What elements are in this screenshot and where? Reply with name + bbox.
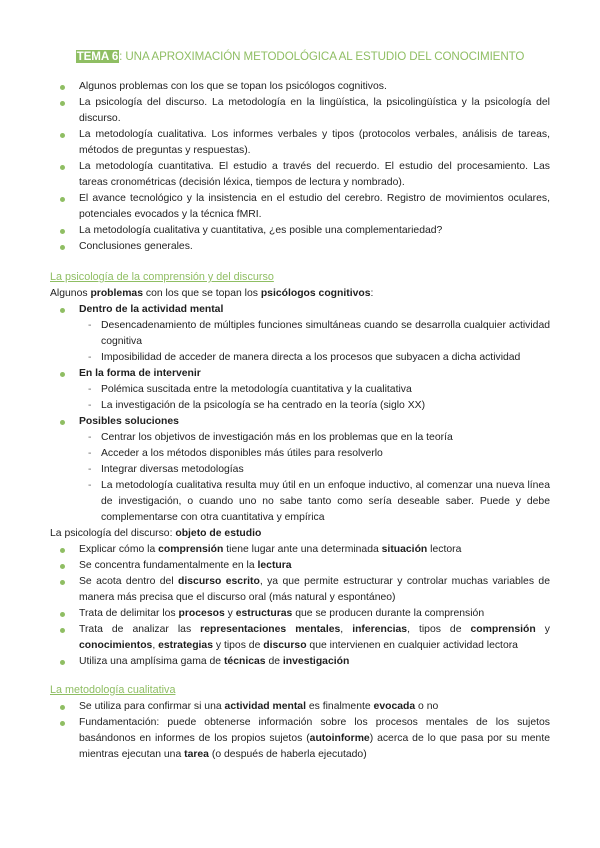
bold-text: comprensión [158, 544, 224, 555]
subitem-list [50, 318, 550, 366]
sub-item: - Acceder a los métodos disponibles más útiles para resolverlo [50, 446, 550, 462]
toc-item: Algunos problemas con los que se topan los psicólogos cognitivos. [50, 79, 550, 95]
text: Se concentra fundamentalmente en la [79, 560, 258, 571]
list-item [50, 558, 550, 574]
text: es finalmente [305, 701, 374, 712]
text: Algunos [50, 288, 91, 299]
group-label: Posibles soluciones [79, 416, 179, 427]
document-page [50, 48, 550, 763]
bold-text: técnicas [223, 656, 266, 667]
text: que se producen durante la comprensión [292, 608, 485, 619]
bold-text: evocada [373, 701, 416, 712]
text: , ya que permite estructurar y controlar muchas variables de manera más precisa que el discurso oral (más natural y espontáneo) [79, 576, 550, 603]
text: , [152, 640, 159, 651]
text: (o después de haberla ejecutado) [208, 749, 367, 760]
toc-item: La metodología cuantitativa. El estudio a través del recuerdo. El estudio del procesamiento. Las tareas cronométricas (decisión léxica, tiempos de lectura y nombrado). [50, 159, 550, 191]
list-item [50, 542, 550, 558]
bold-text: estructuras [235, 608, 293, 619]
problems-list [50, 366, 550, 382]
list-item [50, 654, 550, 670]
subitem-list [50, 430, 550, 526]
list-item [50, 574, 550, 606]
text: que intervienen en cualquier actividad lectora [306, 640, 518, 651]
problem-group [50, 366, 550, 382]
title-highlight: TEMA 6 [76, 50, 119, 63]
text: Trata de analizar las [79, 624, 201, 635]
bold-text: tarea [184, 749, 209, 760]
sub-item: - Polémica suscitada entre la metodología cuantitativa y la cualitativa [50, 382, 550, 398]
bold-text: problemas [90, 288, 143, 299]
bold-text: actividad mental [224, 701, 306, 712]
toc-item: La psicología del discurso. La metodología en la lingüística, la psicolingüística y la psicología del discurso. [50, 95, 550, 127]
problems-list [50, 302, 550, 318]
sub-item: - La metodología cualitativa resulta muy útil en un enfoque inductivo, al comenzar una nueva línea de investigación, o cuando uno no sabe tanto como sería deseable saber. Puede y debe complementarse con otra cuantitativa y empírica [50, 478, 550, 526]
text: y [224, 608, 236, 619]
text: Explicar cómo la [79, 544, 159, 555]
list-item [50, 606, 550, 622]
bold-text: investigación [282, 656, 350, 667]
group-label: En la forma de intervenir [79, 368, 201, 379]
bold-text: discurso escrito [178, 576, 260, 587]
text: , tipos de [407, 624, 471, 635]
qualitative-list [50, 699, 550, 763]
bold-text: objeto de estudio [175, 528, 262, 539]
sub-item: - Imposibilidad de acceder de manera directa a los procesos que subyacen a dicha actividad [50, 350, 550, 366]
text: , [340, 624, 353, 635]
text: Fundamentación: puede obtenerse información sobre los procesos mentales de los sujetos basándonos en informes de los propios sujetos ( [79, 717, 550, 744]
subitem-list [50, 382, 550, 414]
bold-text: discurso [263, 640, 307, 651]
section-heading-comprension: La psicología de la comprensión y del discurso [50, 271, 274, 283]
section-heading-cualitativa: La metodología cualitativa [50, 684, 176, 696]
toc-item: El avance tecnológico y la insistencia en el estudio del cerebro. Registro de movimientos oculares, potenciales evocados y la técnica fMRI. [50, 191, 550, 223]
bold-text: autoinforme [309, 733, 370, 744]
list-item [50, 715, 550, 763]
problems-list [50, 414, 550, 430]
text: Se utiliza para confirmar si una [79, 701, 225, 712]
table-of-contents [50, 79, 550, 255]
discourse-object-line [50, 526, 550, 542]
discourse-object-list [50, 542, 550, 670]
bold-text: conocimientos [79, 640, 153, 651]
toc-item: La metodología cualitativa y cuantitativa, ¿es posible una complementariedad? [50, 223, 550, 239]
document-title [50, 48, 550, 66]
text: o no [415, 701, 439, 712]
text: lectora [427, 544, 462, 555]
list-item [50, 699, 550, 715]
title-text: : UNA APROXIMACIÓN METODOLÓGICA AL ESTUDIO DEL CONOCIMIENTO [119, 50, 525, 63]
problem-group [50, 302, 550, 318]
bold-text: psicólogos cognitivos [260, 288, 371, 299]
bold-text: situación [381, 544, 428, 555]
text: con los que se topan los [142, 288, 261, 299]
list-item [50, 622, 550, 654]
sub-item: - Centrar los objetivos de investigación más en los problemas que en la teoría [50, 430, 550, 446]
toc-item: Conclusiones generales. [50, 239, 550, 255]
problems-intro [50, 286, 550, 302]
bold-text: inferencias [352, 624, 408, 635]
sub-item: - La investigación de la psicología se ha centrado en la teoría (siglo XX) [50, 398, 550, 414]
bold-text: representaciones mentales [200, 624, 341, 635]
text: La psicología del discurso: [50, 528, 176, 539]
group-label: Dentro de la actividad mental [79, 304, 224, 315]
text: y tipos de [212, 640, 264, 651]
text: Trata de delimitar los [79, 608, 179, 619]
problem-group [50, 414, 550, 430]
bold-text: lectura [257, 560, 292, 571]
sub-item: - Integrar diversas metodologías [50, 462, 550, 478]
text: tiene lugar ante una determinada [223, 544, 382, 555]
text: ) acerca de lo que pasa por su mente mientras ejecutan una [79, 733, 550, 760]
text: de [265, 656, 283, 667]
bold-text: estrategias [158, 640, 213, 651]
toc-item: La metodología cualitativa. Los informes verbales y tipos (protocolos verbales, análisis de tareas, métodos de preguntas y respuestas). [50, 127, 550, 159]
text: y [535, 624, 550, 635]
text: Se acota dentro del [79, 576, 179, 587]
text: : [370, 288, 374, 299]
sub-item: - Desencadenamiento de múltiples funciones simultáneas cuando se desarrolla cualquier actividad cognitiva [50, 318, 550, 350]
bold-text: procesos [178, 608, 225, 619]
text: Utiliza una amplísima gama de [79, 656, 224, 667]
bold-text: comprensión [470, 624, 536, 635]
